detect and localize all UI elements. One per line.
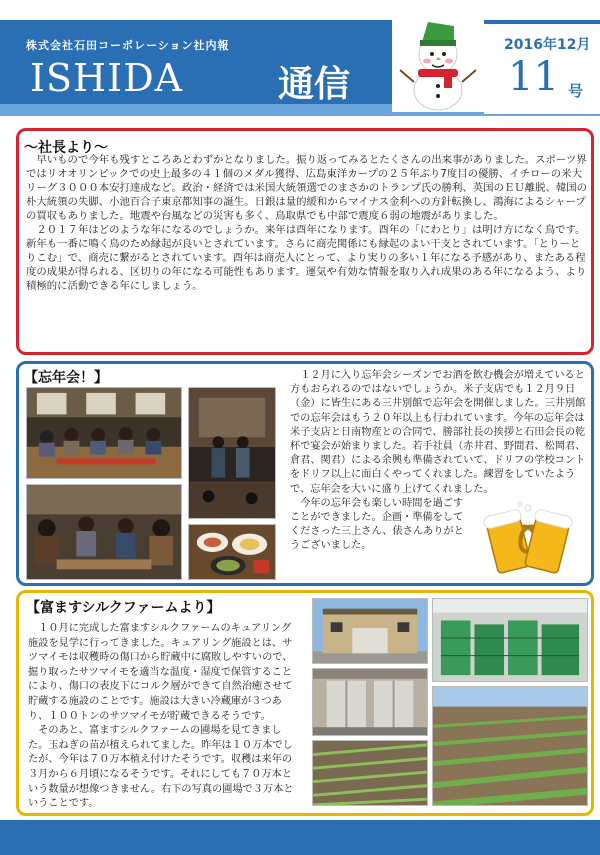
silkfarm-photo-onion-field xyxy=(432,686,588,806)
president-paragraph: ２０１７年はどのような年になるのでしょうか。来年は酉年になります。酉年の「にわとり」は明け方になく鳥です。新年も一番に鳴く鳥のため縁起が良いとされています。さらに商売関係にも縁起のよい干支とされています。「とりーとりこむ」で、商売に繋がるとされています。酉年は商売人にとって、より実りの多い１年になる予感があり、またある程度の成果が得られる、区切りの年になる可能性もあります。運気や有効な情報を取り入れ成果のある年になるよう、より積極的に活動できる年にしましょう。 xyxy=(26,224,587,292)
president-message-title: ～社長より～ xyxy=(24,140,108,156)
bonenkai-photo-food xyxy=(188,524,276,580)
snowman-icon xyxy=(392,12,484,112)
silkfarm-photo-crates xyxy=(432,598,588,682)
company-name: 株式会社石田コーポレーション社内報 xyxy=(26,39,230,52)
bonenkai-photo-performance xyxy=(188,387,276,519)
silkfarm-photo-seedlings xyxy=(312,740,428,806)
issue-number: 11 xyxy=(508,54,559,100)
bonenkai-title: 【忘年会！】 xyxy=(24,370,108,386)
bonenkai-paragraph: １２月に入り忘年会シーズンでお酒を飲む機会が増えていると方もおられるのではないでしょうか。米子支店でも１２月９日（金）に皆生にある三井別館で忘年会を開催しました。三井別館での忘年会はもう２０年以上も行われています。今年の忘年会は米子支店と日南物産との合同で、勝部社長の挨拶と石田会長の乾杯で宴会が始まりました。若手社員（赤井君、野間君、松岡君、倉君、関君）による余興も準備されていて、ドリフの学校コントをドリフ以上に面白くやってくれました。練習をしていたようで、忘年会を大いに盛り上げてくれました。 xyxy=(290,370,586,495)
issue-suffix: 号 xyxy=(568,82,584,100)
snowman-illustration xyxy=(392,12,484,112)
masthead-title-jp: 通信 xyxy=(278,64,351,105)
silkfarm-title: 【富ますシルクファームより】 xyxy=(26,600,221,616)
silkfarm-paragraph: そのあと、富ますシルクファームの圃場を見てきました。玉ねぎの苗が植えられてました。昨年は１０万本でしたが、今年は７０万本植え付けたそうです。収穫は来年の３月から６月頃になるそうです。それにしても７０万本という数量が想像つきません。右下の写真の圃場で３万本ということです。 xyxy=(28,725,294,810)
bonenkai-photo-guests xyxy=(26,484,182,580)
silkfarm-photo-building xyxy=(312,598,428,664)
silkfarm-body xyxy=(28,622,300,812)
newsletter-header xyxy=(0,0,600,118)
bonenkai-photo-banquet-hall xyxy=(26,387,182,479)
president-paragraph: 早いもので今年も残すところあとわずかとなりました。振り返ってみるとたくさんの出来事がありました。スポーツ界ではリオオリンピックでの史上最多の４１個のメダル獲得、広島東洋カープの２５年ぶり7度目の優勝、イチローの米大リーグ３０００本安打達成など。政治・経済では米国大統領選でのまさかのトランプ氏の勝利、英国のＥＵ離脱、韓国の朴大統領の失脚、小池百合子東京都知事の誕生。日銀は量的緩和からマイナス金利への方針転換し、鴻海によるシャープの買収もありました。地震や台風などの災害も多く、鳥取県でも中部で震度６弱の地震がありました。 xyxy=(26,154,588,222)
bonenkai-paragraph: 今年の忘年会も楽しい時間を過ごすことができました。企画・準備をしてくださった三上さん、俵さんありがとうございました。 xyxy=(290,497,464,552)
footer-band xyxy=(0,820,600,855)
silkfarm-photo-storage-door xyxy=(312,668,428,736)
beer-toast-icon xyxy=(480,500,576,580)
masthead-title-en: ISHIDA xyxy=(30,56,184,100)
silkfarm-paragraph: １０月に完成した富ますシルクファームのキュアリング施設を見学に行ってきました。キュアリング施設とは、サツマイモは収穫時の傷口から貯蔵中に腐敗しやすいので、掘り取ったサツマイモを適当な温度・湿度で保管することにより、傷口の表皮下にコルク層ができて自然治癒させて貯蔵する施設のことです。施設は大きい冷蔵庫が３つあり、１００トンのサツマイモが貯蔵できるそうです。 xyxy=(28,623,293,722)
president-message-body xyxy=(26,153,588,293)
issue-date: 2016年12月 xyxy=(504,37,591,53)
